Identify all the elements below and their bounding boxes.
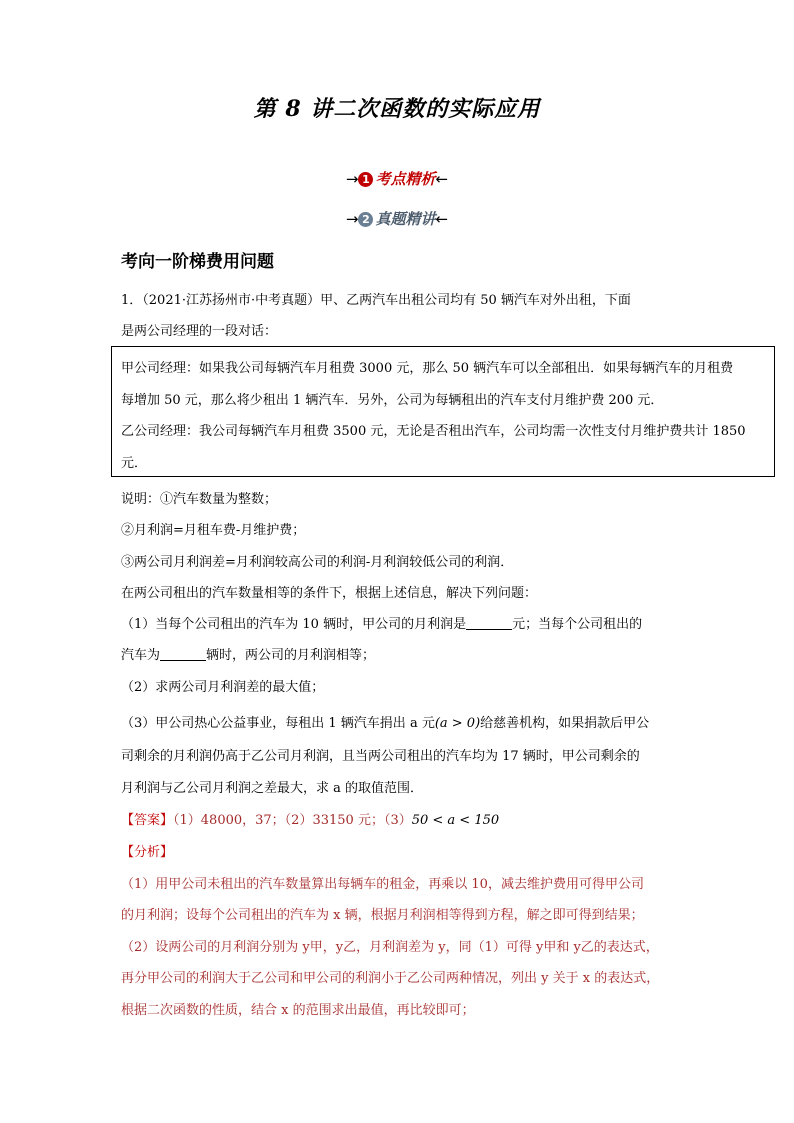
answer-range: 50 < a < 150 bbox=[411, 813, 500, 828]
section-point-2-label: 真题精讲 bbox=[375, 210, 436, 228]
math-condition: (a > 0) bbox=[434, 716, 481, 731]
question-3-line: 月利润与乙公司月利润之差最大，求 a 的取值范围． bbox=[121, 781, 424, 796]
answer-blank bbox=[466, 617, 512, 630]
section-point-1 bbox=[0, 168, 794, 189]
note-line: ③两公司月利润差=月利润较高公司的利润-月利润较低公司的利润． bbox=[121, 555, 514, 570]
question-3-line bbox=[121, 712, 649, 731]
analysis-line: 再分甲公司的利润大于乙公司和甲公司的利润小于乙公司两种情况，列出 y 关于 x 的表达式， bbox=[121, 971, 660, 986]
question-3-line: 司剩余的月利润仍高于乙公司月利润，且当两公司租出的汽车均为 17 辆时，甲公司剩余的 bbox=[121, 749, 640, 764]
note-line: 说明：①汽车数量为整数； bbox=[121, 492, 278, 507]
analysis-line: （2）设两公司的月利润分别为 y甲，y乙，月利润差为 y，同（1）可得 y甲和 y乙的表达式， bbox=[121, 940, 659, 955]
section-point-1-label: 考点精析 bbox=[375, 170, 436, 188]
question-3-text: （3）甲公司热心公益事业，每租出 1 辆汽车捐出 a 元 bbox=[121, 716, 435, 731]
question-intro-line: 是两公司经理的一段对话： bbox=[121, 324, 278, 339]
question-1-text: 辆时，两公司的月利润相等； bbox=[206, 648, 376, 663]
note-line: 在两公司租出的汽车数量相等的条件下，根据上述信息，解决下列问题： bbox=[121, 586, 538, 601]
left-arrow-icon: ← bbox=[435, 170, 449, 188]
answer-line bbox=[121, 809, 499, 828]
question-1-text: 元；当每个公司租出的 bbox=[512, 617, 643, 632]
question-intro-line: 1．（2021·江苏扬州市·中考真题）甲、乙两汽车出租公司均有 50 辆汽车对外出租，下面 bbox=[121, 293, 631, 308]
answer-blank bbox=[160, 648, 206, 661]
right-arrow-icon: → bbox=[345, 170, 359, 188]
dialog-line: 乙公司经理：我公司每辆汽车月租费 3500 元，无论是否租出汽车，公司均需一次性支付月维护费共计 1850 bbox=[121, 424, 746, 439]
answer-text: （1）48000，37；（2）33150 元；（3） bbox=[173, 813, 412, 828]
dialog-line: 每增加 50 元，那么将少租出 1 辆汽车．另外，公司为每辆租出的汽车支付月维护费 200 元． bbox=[121, 393, 664, 408]
dialog-line: 甲公司经理：如果我公司每辆汽车月租费 3000 元，那么 50 辆汽车可以全部租出．如果每辆汽车的月租费 bbox=[121, 361, 734, 376]
question-1-line bbox=[121, 613, 642, 632]
left-arrow-icon: ← bbox=[435, 210, 449, 228]
analysis-line: 根据二次函数的性质，结合 x 的范围求出最值，再比较即可； bbox=[121, 1003, 475, 1018]
analysis-line: 的月利润；设每个公司租出的汽车为 x 辆，根据月利润相等得到方程，解之即可得到结果； bbox=[121, 908, 644, 923]
question-2-line: （2）求两公司月利润差的最大值； bbox=[121, 680, 325, 695]
section-point-2 bbox=[0, 208, 794, 229]
question-1-text: 汽车为 bbox=[121, 648, 161, 663]
circled-number-2-icon: 2 bbox=[358, 212, 373, 227]
section-heading: 考向一阶梯费用问题 bbox=[121, 252, 274, 272]
note-line: ②月利润=月租车费-月维护费； bbox=[121, 523, 306, 538]
page-title: 第 8 讲二次函数的实际应用 bbox=[253, 96, 541, 122]
question-1-line bbox=[121, 644, 375, 663]
question-3-text: 给慈善机构，如果捐款后甲公 bbox=[480, 716, 650, 731]
dialog-line: 元． bbox=[121, 456, 148, 471]
circled-number-1-icon: 1 bbox=[358, 172, 373, 187]
analysis-tag: 【分析】 bbox=[121, 845, 174, 860]
analysis-line: （1）用甲公司未租出的汽车数量算出每辆车的租金，再乘以 10，减去维护费用可得甲公司 bbox=[121, 877, 644, 892]
answer-tag: 【答案】 bbox=[121, 813, 174, 828]
question-1-text: （1）当每个公司租出的汽车为 10 辆时，甲公司的月利润是 bbox=[121, 617, 467, 632]
right-arrow-icon: → bbox=[345, 210, 359, 228]
